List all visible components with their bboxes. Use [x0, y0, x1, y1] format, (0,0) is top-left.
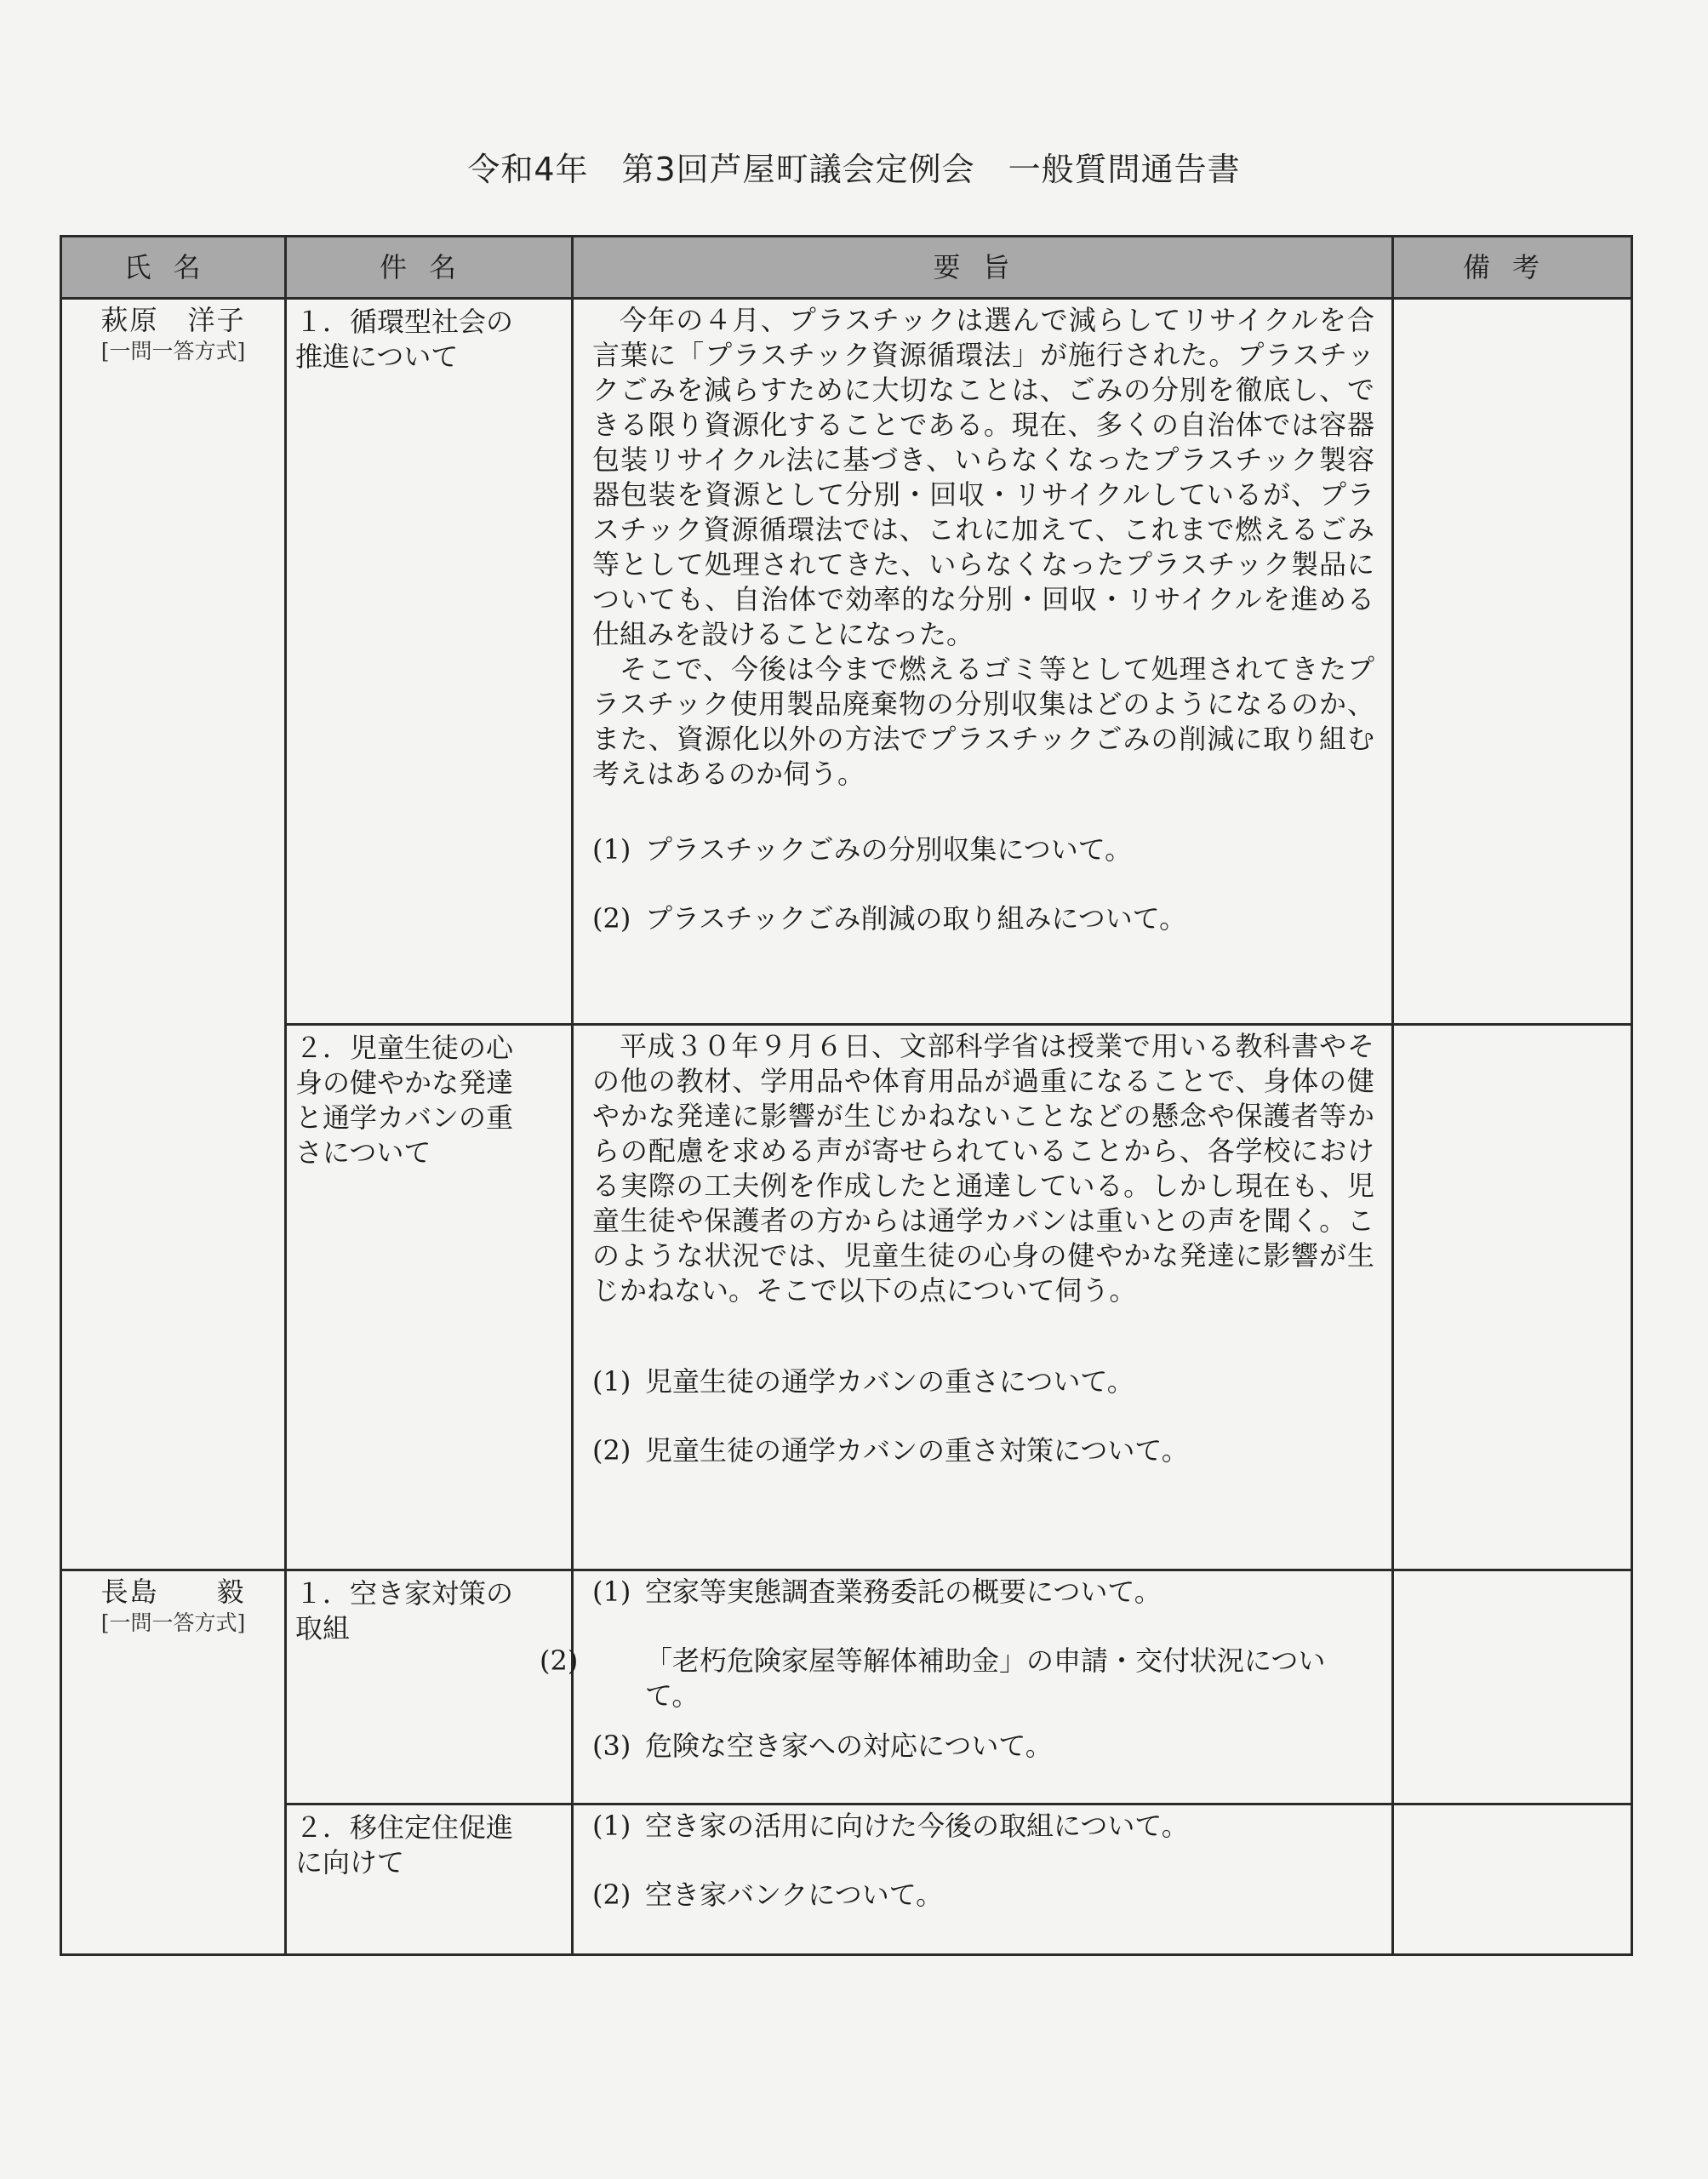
- subject-line: 取組: [295, 1612, 351, 1644]
- item-number: (3): [592, 1730, 631, 1762]
- subject-line: さについて: [295, 1136, 431, 1169]
- header-name: 氏名: [61, 237, 286, 299]
- item-number: (1): [592, 1576, 631, 1608]
- subject-line: と通学カバンの重: [295, 1101, 514, 1134]
- item-text: プラスチックごみの分別収集について。: [645, 833, 1133, 866]
- item-number: (1): [592, 833, 631, 866]
- gist-item: [592, 1575, 1374, 1610]
- gist-item: [592, 1809, 1374, 1844]
- gist-item: [592, 1729, 1374, 1764]
- table-row: [61, 1804, 1632, 1955]
- subject-line: 身の健やかな発達: [295, 1067, 514, 1099]
- gist-item: [592, 1433, 1374, 1468]
- gist-item: [592, 832, 1374, 867]
- header-subject: 件名: [286, 237, 573, 299]
- gist-item: [592, 1878, 1374, 1913]
- table-header-row: [61, 237, 1632, 299]
- table-row: [61, 1570, 1632, 1804]
- gist-cell: [540, 1570, 1393, 1804]
- subject-cell: [286, 1804, 573, 1955]
- item-text: プラスチックごみ削減の取り組みについて。: [645, 902, 1187, 935]
- question-style: [一問一答方式]: [100, 1610, 246, 1635]
- item-text: 空き家バンクについて。: [645, 1879, 944, 1911]
- item-number: (1): [592, 1365, 631, 1398]
- subject-line: ２．移住定住促進: [295, 1811, 514, 1844]
- member-name: 萩原 洋子: [100, 304, 246, 336]
- item-number: (2): [592, 1434, 631, 1467]
- subject-cell: [286, 1570, 573, 1804]
- gist-paragraph: 今年の４月、プラスチックは選んで減らしてリサイクルを合言葉に「プラスチック資源循環法」が施行された。プラスチックごみを減らすために大切なことは、ごみの分別を徹底し、できる限り資源化することである。現在、多くの自治体では容器包装リサイクル法に基づき、いらなくなったプラスチック製容器包装を資源として分別・回収・リサイクルしているが、プラスチック資源循環法では、これに加えて、これまで燃えるごみ等として処理されてきた、いらなくなったプラスチック製品についても、自治体で効率的な分別・回収・リサイクルを進める仕組みを設けることになった。: [592, 304, 1374, 650]
- question-style: [一問一答方式]: [100, 339, 246, 363]
- notice-table: [60, 235, 1633, 1956]
- member-name: 長島 毅: [100, 1576, 246, 1608]
- gist-item: [540, 1644, 1374, 1713]
- item-number: (1): [592, 1810, 631, 1842]
- item-number: (2): [540, 1644, 579, 1677]
- subject-line: に向けて: [295, 1846, 405, 1879]
- item-text: 空き家の活用に向けた今後の取組について。: [645, 1810, 1189, 1842]
- subject-cell: [286, 299, 573, 1025]
- subject-line: 推進について: [295, 340, 459, 373]
- gist-item: [592, 1364, 1374, 1399]
- gist-cell: [573, 1804, 1393, 1955]
- gist-paragraph: 平成３０年９月６日、文部科学省は授業で用いる教科書やその他の教材、学用品や体育用品が過重になることで、身体の健やかな発達に影響が生じかねないことなどの懸念や保護者等からの配慮を求める声が寄せられていることから、各学校における実際の工夫例を作成したと通達している。しかし現在も、児童生徒や保護者の方からは通学カバンは重いとの声を聞く。このような状況では、児童生徒の心身の健やかな発達に影響が生じかねない。そこで以下の点について伺う。: [592, 1030, 1374, 1307]
- remarks-cell: [1393, 1570, 1632, 1804]
- subject-line: ２．児童生徒の心: [295, 1032, 514, 1064]
- item-number: (2): [592, 902, 631, 935]
- item-text: 児童生徒の通学カバンの重さ対策について。: [645, 1434, 1189, 1467]
- remarks-cell: [1393, 299, 1632, 1025]
- item-text: 危険な空き家への対応について。: [645, 1730, 1053, 1762]
- member-cell: [61, 1570, 286, 1955]
- header-gist: 要旨: [573, 237, 1393, 299]
- gist-cell: [573, 299, 1393, 1025]
- item-text: 児童生徒の通学カバンの重さについて。: [645, 1365, 1134, 1398]
- item-number: (2): [592, 1879, 631, 1911]
- member-cell: [61, 299, 286, 1570]
- subject-line: １．循環型社会の: [295, 306, 514, 338]
- remarks-cell: [1393, 1025, 1632, 1570]
- table-row: [61, 1025, 1632, 1570]
- gist-item: [592, 901, 1374, 936]
- gist-paragraph: そこで、今後は今まで燃えるゴミ等として処理されてきたプラスチック使用製品廃棄物の分別収集はどのようになるのか、また、資源化以外の方法でプラスチックごみの削減に取り組む考えはあるのか伺う。: [592, 653, 1374, 790]
- page-title: 令和4年 第3回芦屋町議会定例会 一般質問通告書: [467, 151, 1241, 188]
- subject-cell: [286, 1025, 573, 1570]
- item-text: 空家等実態調査業務委託の概要について。: [645, 1576, 1162, 1608]
- subject-line: １．空き家対策の: [295, 1577, 514, 1610]
- header-remarks: 備考: [1393, 237, 1632, 299]
- gist-cell: [573, 1025, 1393, 1570]
- table-row: [61, 299, 1632, 1025]
- item-text: 「老朽危険家屋等解体補助金」の申請・交付状況について。: [645, 1644, 1326, 1712]
- remarks-cell: [1393, 1804, 1632, 1955]
